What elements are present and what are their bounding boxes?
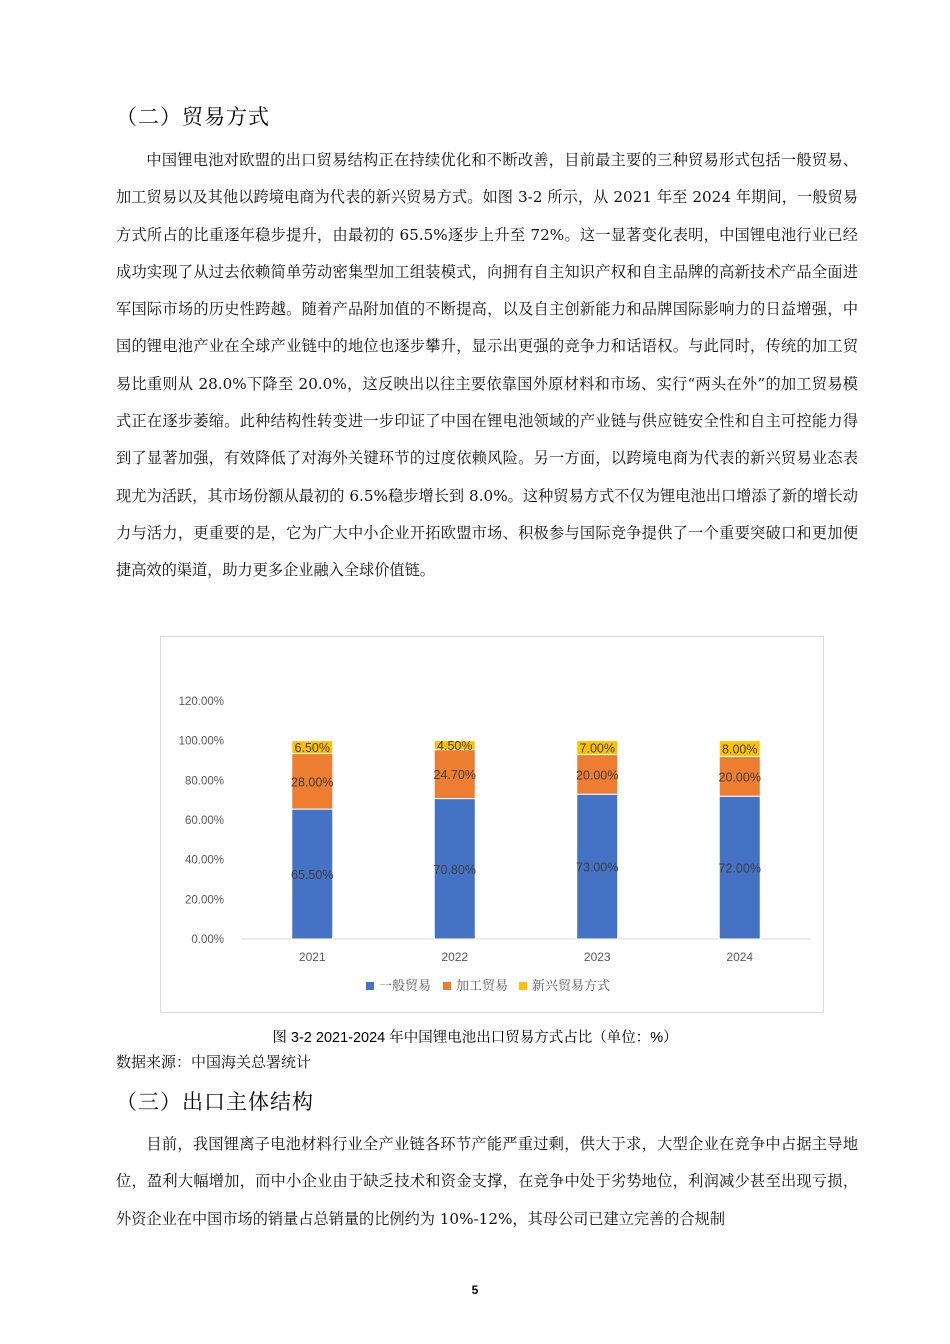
- data-source-note: 数据来源：中国海关总署统计: [116, 1053, 312, 1071]
- data-label: 70.80%: [433, 862, 476, 877]
- stacked-bar-chart: [161, 637, 823, 1012]
- legend-label: 加工贸易: [456, 978, 509, 993]
- x-tick-label: 2021: [298, 950, 326, 964]
- y-tick-label: 120.00%: [178, 696, 224, 708]
- export-subject-paragraph: [116, 1126, 858, 1238]
- data-label: 7.00%: [579, 741, 615, 756]
- trade-mode-chart: [160, 636, 824, 1013]
- legend-swatch: [519, 982, 527, 990]
- figure-caption: 图 3-2 2021-2024 年中国锂电池出口贸易方式占比（单位：%）: [272, 1030, 678, 1046]
- y-tick-label: 40.00%: [184, 854, 224, 867]
- data-label: 24.70%: [433, 768, 476, 783]
- data-label: 28.00%: [291, 775, 334, 790]
- data-label: 4.50%: [437, 739, 473, 754]
- trade-mode-paragraph: [116, 142, 858, 590]
- data-label: 73.00%: [576, 860, 619, 875]
- export-subject-paragraph-text: 目前，我国锂离子电池材料行业全产业链各环节产能严重过剩，供大于求，大型企业在竞争中占据主导地位，盈利大幅增加，而中小企业由于缺乏技术和资金支撑，在竞争中处于劣势地位，利润减少甚至出现亏损，外资企业在中国市场的销量占总销量的比例约为 10%-12%，其母公司已建立完善的合规制: [116, 1135, 858, 1228]
- y-tick-label: 80.00%: [184, 775, 224, 788]
- y-tick-label: 60.00%: [184, 815, 224, 827]
- y-tick-label: 20.00%: [184, 894, 224, 907]
- data-label: 72.00%: [718, 861, 761, 876]
- legend-swatch: [366, 982, 374, 990]
- trade-mode-paragraph-text: 中国锂电池对欧盟的出口贸易结构正在持续优化和不断改善，目前最主要的三种贸易形式包括一般贸易、加工贸易以及其他以跨境电商为代表的新兴贸易方式。如图 3-2 所示，从 2021 年至 2024 年期间，一般贸易方式所占的比重逐年稳步提升，由最初的 65.5%逐步上升至 72%。这一显著变化表明，中国锂电池行业已经成功实现了从过去依赖简单劳动密集型加工组装模式，向拥有自主知识产权和自主品牌的高新技术产品全面进军国际市场的历史性跨越。随着产品附加值的不断提高，以及自主创新能力和品牌国际影响力的日益增强，中国的锂电池产业在全球产业链中的地位也逐步攀升，显示出更强的竞争力和话语权。与此同时，传统的加工贸易比重则从 28.0%下降至 20.0%，这反映出以往主要依靠国外原材料和市场、实行“两头在外”的加工贸易模式正在逐步萎缩。此种结构性转变进一步印证了中国在锂电池领域的产业链与供应链安全性和自主可控能力得到了显著加强，有效降低了对海外关键环节的过度依赖风险。另一方面，以跨境电商为代表的新兴贸易业态表现尤为活跃，其市场份额从最初的 6.5%稳步增长到 8.0%。这种贸易方式不仅为锂电池出口增添了新的增长动力与活力，更重要的是，它为广大中小企业开拓欧盟市场、积极参与国际竞争提供了一个重要突破口和更加便捷高效的渠道，助力更多企业融入全球价值链。: [116, 151, 858, 580]
- section-heading-trade-mode: （二）贸易方式: [116, 105, 270, 129]
- legend-swatch: [443, 982, 451, 990]
- data-label: 65.50%: [291, 868, 334, 883]
- section-heading-export-subject: （三）出口主体结构: [116, 1090, 314, 1114]
- y-tick-label: 100.00%: [178, 735, 224, 748]
- legend-label: 一般贸易: [379, 978, 432, 993]
- data-label: 20.00%: [718, 770, 761, 785]
- legend-label: 新兴贸易方式: [532, 978, 611, 993]
- data-label: 6.50%: [294, 741, 330, 756]
- x-tick-label: 2024: [726, 950, 754, 964]
- data-label: 20.00%: [576, 768, 619, 783]
- x-tick-label: 2023: [583, 950, 611, 964]
- x-tick-label: 2022: [441, 950, 469, 964]
- y-tick-label: 0.00%: [191, 934, 224, 946]
- data-label: 8.00%: [722, 742, 758, 757]
- page-number: 5: [471, 1283, 479, 1297]
